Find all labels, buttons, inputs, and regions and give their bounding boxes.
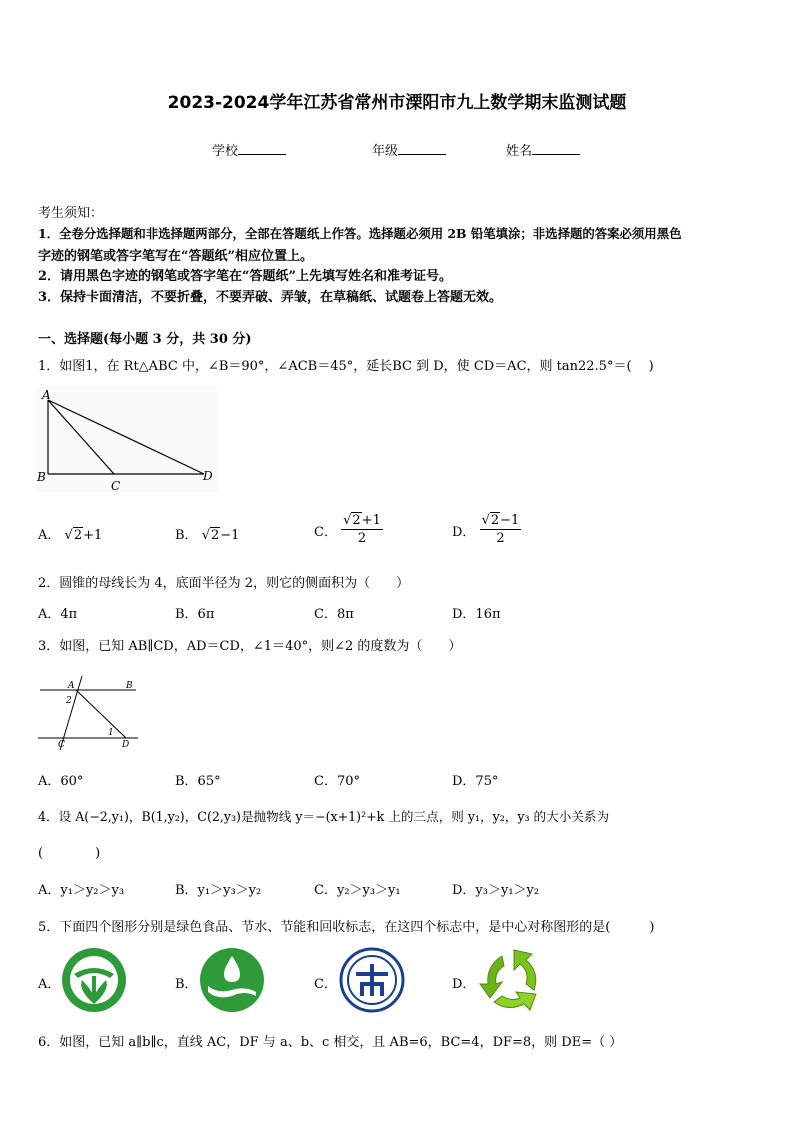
grade-label: 年级 (372, 144, 399, 159)
q1-option-c-den: 2 (357, 531, 367, 547)
name-field (506, 140, 580, 159)
q1-option-a-rad: 2 (73, 528, 83, 543)
q6-stem: 6．如图，已知 a∥b∥c，直线 AC，DF 与 a、b、c 相交，且 AB=6，BC=4，DF=8，则 DE=（ ） (38, 1035, 623, 1050)
q4-stem: 4．设 A(−2,y₁)，B(1,y₂)，C(2,y₃)是抛物线 y＝−(x+1)²+k 上的三点，则 y₁，y₂，y₃ 的大小关系为 (38, 809, 610, 824)
q1-stem: 1．如图1，在 Rt△ABC 中，∠B＝90°，∠ACB＝45°，延长BC 到 D，使 CD＝AC，则 tan22.5°＝( ) (38, 359, 654, 374)
notice-item3: 3．保持卡面清洁，不要折叠，不要弄破、弄皱，在草稿纸、试题卷上答题无效。 (38, 290, 503, 305)
notice-item1-line2: 字迹的钢笔或答字笔写在“答题纸”相应位置上。 (38, 249, 313, 264)
q2-option-d[interactable]: D．16π (452, 607, 501, 622)
section1-heading: 一、选择题(每小题 3 分，共 30 分) (38, 332, 252, 347)
school-label: 学校 (212, 144, 239, 159)
q3-label-2: 2 (66, 696, 72, 706)
q3-label-d: D (122, 740, 130, 750)
q1-option-c-rad: 2 (352, 513, 361, 528)
q4-option-d[interactable]: D．y₃＞y₁＞y₂ (452, 883, 540, 898)
q5-option-b-label[interactable]: B． (175, 977, 198, 992)
q2-option-b[interactable]: B．6π (175, 607, 215, 622)
q5-option-a-label[interactable]: A． (38, 977, 61, 992)
q1-option-c-tail: +1 (361, 513, 381, 528)
q1-label-d: D (203, 469, 213, 483)
q1-option-b-label: B． (175, 528, 198, 543)
q5-option-d-label[interactable]: D． (452, 977, 476, 992)
grade-field (372, 140, 446, 159)
water-saving-logo-icon[interactable] (198, 946, 266, 1014)
q1-option-b[interactable] (175, 524, 239, 543)
grade-blank[interactable] (398, 142, 446, 155)
q1-option-d-label: D． (452, 524, 476, 540)
q3-option-c[interactable]: C．70° (314, 774, 360, 789)
q1-option-a-tail: +1 (83, 528, 103, 543)
q1-label-a: A (42, 388, 51, 402)
q1-option-c-label: C． (314, 524, 337, 540)
q3-stem: 3．如图，已知 AB∥CD，AD＝CD，∠1＝40°，则∠2 的度数为（ ） (38, 639, 462, 654)
q3-label-c: C (58, 740, 65, 750)
q4-option-a[interactable]: A．y₁＞y₂＞y₃ (38, 883, 125, 898)
school-field (212, 140, 286, 159)
q1-option-d-den: 2 (496, 531, 505, 547)
q3-label-1: 1 (108, 728, 114, 738)
q1-option-b-rad: 2 (211, 528, 220, 543)
q1-label-c: C (111, 479, 121, 492)
name-blank[interactable] (532, 142, 580, 155)
name-label: 姓名 (506, 144, 533, 159)
q1-option-b-tail: −1 (220, 528, 240, 543)
q3-label-b: B (126, 681, 133, 691)
q3-figure (36, 674, 140, 754)
q5-stem: 5．下面四个图形分别是绿色食品、节水、节能和回收标志，在这四个标志中，是中心对称图形的是( ) (38, 920, 655, 935)
notice-item1-line1: 1．全卷分选择题和非选择题两部分，全部在答题纸上作答。选择题必须用 2B 铅笔填涂；非选择题的答案必须用黑色 (38, 226, 682, 241)
q1-option-d-rad: 2 (490, 513, 500, 528)
q3-label-a: A (68, 681, 75, 691)
notice-item2: 2．请用黑色字迹的钢笔或答字笔在“答题纸”上先填写姓名和准考证号。 (38, 269, 453, 284)
q4-paren: ( ) (38, 846, 101, 861)
q3-option-b[interactable]: B．65° (175, 774, 221, 789)
notice-heading: 考生须知： (38, 206, 104, 221)
energy-saving-logo-icon[interactable] (338, 946, 406, 1014)
q3-option-a[interactable]: A．60° (38, 774, 84, 789)
q3-line-ad (76, 690, 126, 738)
q2-stem: 2．圆锥的母线长为 4，底面半径为 2，则它的侧面积为（ ） (38, 576, 410, 591)
q1-option-d-tail: −1 (500, 513, 520, 528)
q1-option-b-sqrt: √2 (201, 528, 220, 543)
q1-option-c-frac: $\frac{√2+1}{2}$ (343, 513, 381, 547)
q4-option-c[interactable]: C．y₂＞y₃＞y₁ (314, 883, 401, 898)
q1-label-b: B (37, 470, 46, 484)
school-blank[interactable] (238, 142, 286, 155)
q3-option-d[interactable]: D．75° (452, 774, 499, 789)
q5-option-c-label[interactable]: C． (314, 977, 337, 992)
q4-option-b[interactable]: B．y₁＞y₃＞y₂ (175, 883, 262, 898)
green-food-logo-icon[interactable] (60, 946, 128, 1014)
q1-figure-bg (36, 386, 218, 492)
q1-figure (36, 386, 218, 492)
q1-option-d-frac: $\frac{√2-1}{2}$ (481, 513, 520, 547)
q1-option-c[interactable] (314, 514, 383, 547)
q1-option-d[interactable] (452, 514, 521, 547)
q1-option-a-sqrt: √2 (64, 528, 83, 543)
recycle-logo-icon[interactable] (474, 944, 554, 1016)
q1-option-a[interactable] (38, 524, 102, 543)
q1-option-a-label: A． (38, 528, 61, 543)
q2-option-a[interactable]: A．4π (38, 607, 78, 622)
page-title: 2023-2024学年江苏省常州市溧阳市九上数学期末监测试题 (167, 93, 627, 113)
q2-option-c[interactable]: C．8π (314, 607, 354, 622)
